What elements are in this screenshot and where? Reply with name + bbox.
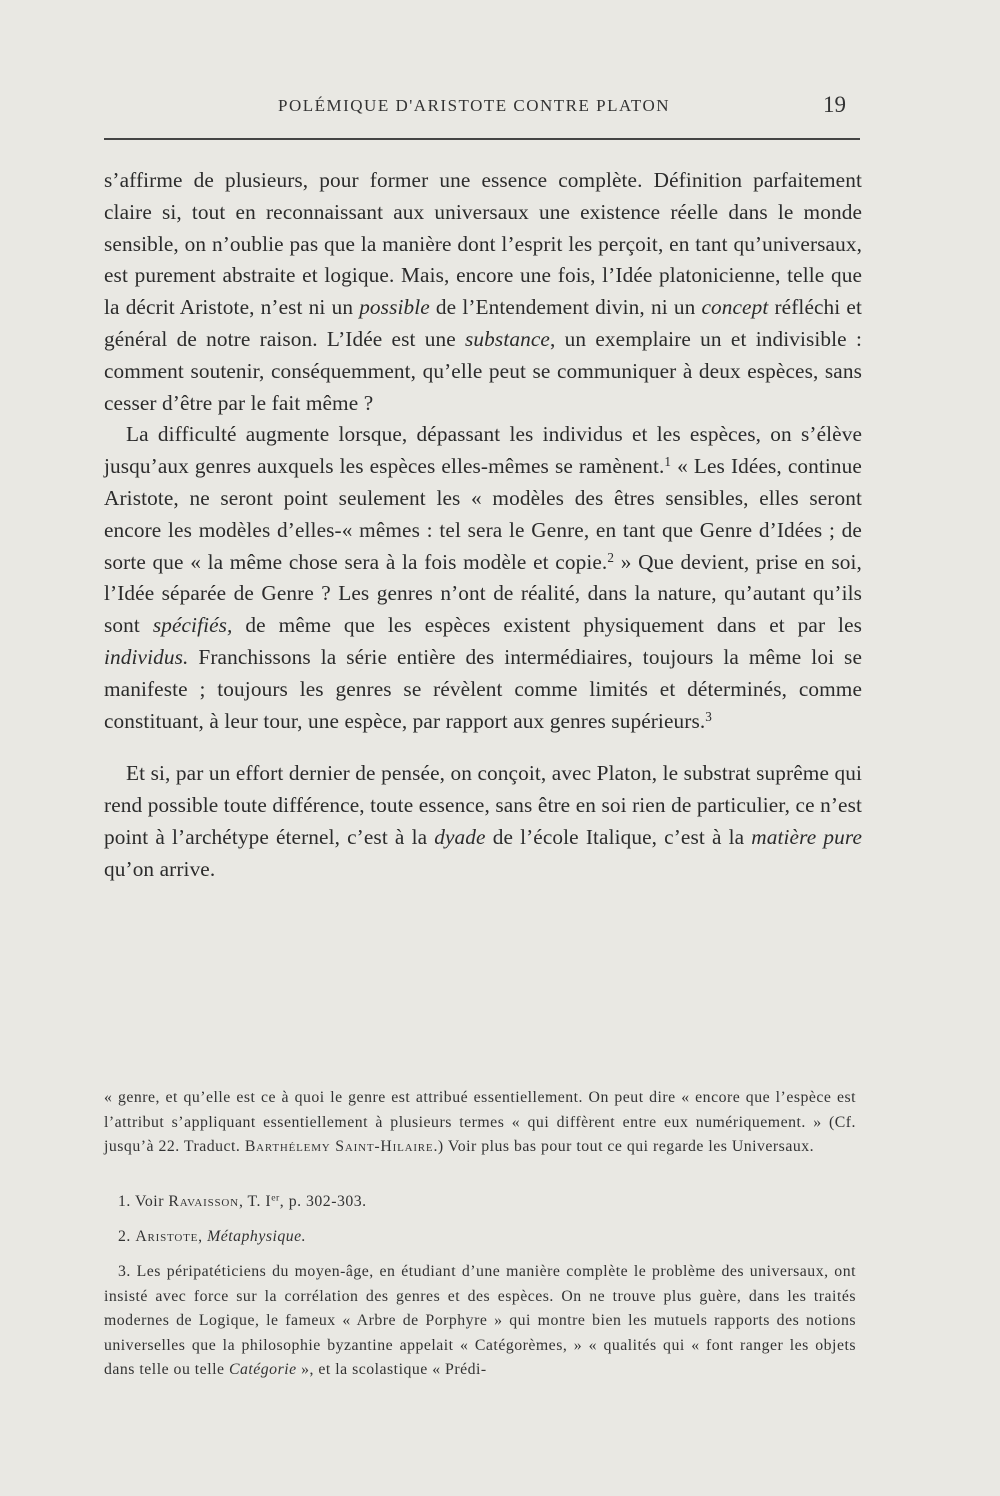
emphasis-matiere-pure: matière pure: [751, 824, 863, 849]
text-run: qu’on arrive.: [104, 856, 216, 881]
paragraph-1: [104, 165, 862, 419]
paragraph-2: [104, 419, 862, 737]
work-title: Métaphysique.: [207, 1228, 307, 1245]
page-number: 19: [823, 92, 846, 117]
text-run: », et la scolastique « Prédi-: [296, 1361, 487, 1379]
author-name: Aristote: [135, 1228, 199, 1245]
running-title: POLÉMIQUE D'ARISTOTE CONTRE PLATON: [278, 96, 671, 115]
footnote-number: 3.: [118, 1263, 131, 1280]
text-run: Voir: [135, 1193, 169, 1210]
paragraph-3: [104, 758, 862, 885]
footnote-ref-1: 1: [664, 453, 672, 469]
superscript: er: [271, 1192, 280, 1204]
text-run: La difficulté augmente lorsque, dépassant les individus et les espèces, on s’élève jusqu’aux genres auxquels les espèces elles-mêmes se ramènent.: [104, 422, 862, 479]
footnote-number: 1.: [118, 1193, 131, 1210]
running-head: [0, 92, 1000, 122]
text-run: Franchissons la série entière des intermédiaires, toujours la même loi se manifeste ; toujours les genres se révèlent comme limités et déterminés, comme constituant, à leur tour, une espèce, par rapport aux genres supérieurs.: [104, 644, 862, 733]
footnote-ref-3: 3: [705, 708, 712, 724]
text-run: , un exemplaire un et indivisible : comment soutenir, conséquemment, qu’elle peut se communiquer à deux espèces, sans cesser d’être par le fait même ?: [104, 326, 862, 415]
text-run: ,: [198, 1228, 208, 1245]
header-rule: [104, 138, 860, 140]
text-run: Les péripatéticiens du moyen-âge, en étudiant d’une manière complète le problème des universaux, ont insisté avec force sur la corrélation des genres et des espèces. On ne trouve plus guère, dans les traités modernes de Logique, le fameux « Arbre de Porphyre » qui montre bien les mutuels rapports des notions universelles que la philosophie byzantine appelait « Catégorèmes, » « qualités qui « font ranger les objets dans telle ou telle: [104, 1263, 856, 1379]
text-run: de même que les espèces existent physiquement dans et par les: [232, 613, 863, 638]
text-run: , T. I: [238, 1193, 272, 1210]
emphasis-substance: substance: [465, 326, 550, 351]
footnote-number: 2.: [118, 1228, 131, 1245]
footnote-2: [104, 1225, 856, 1250]
footnote-ref-2: 2: [607, 549, 615, 565]
emphasis-dyade: dyade: [434, 824, 486, 849]
emphasis-concept: concept: [701, 295, 769, 320]
text-run: « genre, et qu’elle est ce à quoi le genre est attribué essentiellement. On peut dire « encore que l’espèce est l’attribut s’appliquant essentiellement à plusieurs termes « qui diffèrent entre eux numériquement. » (Cf. jusqu’à 22. Traduct.: [104, 1089, 856, 1156]
text-run: réfléchi et général de notre raison. L’Idée est une: [104, 295, 863, 351]
text-run: s’affirme de plusieurs, pour former une essence complète. Définition parfaitement claire si, tout en reconnaissant aux universaux une existence réelle dans le monde sensible, on n’oublie pas que la manière dont l’esprit les perçoit, en tant qu’universaux, est purement abstraite et logique. Mais, encore une fois, l’Idée platonicienne, telle que la décrit Aristote, n’est ni un: [104, 168, 862, 320]
main-text: [104, 165, 862, 886]
text-run: .) Voir plus bas pour tout ce qui regarde les Universaux.: [433, 1138, 815, 1156]
text-run: de l’école Italique, c’est à la: [485, 824, 752, 849]
emphasis-possible: possible: [359, 295, 430, 320]
footnote-1: [104, 1190, 856, 1215]
emphasis-individus: individus.: [104, 644, 189, 669]
author-name: Barthélemy Saint-Hilaire: [244, 1138, 434, 1156]
author-name: Ravaisson: [168, 1193, 239, 1210]
text-run: » Que devient, prise en soi, l’Idée séparée de Genre ? Les genres n’ont de réalité, dans la nature, qu’autant qu’ils sont: [104, 549, 862, 638]
footnote-3: [104, 1260, 856, 1383]
text-run: , p. 302-303.: [279, 1193, 367, 1210]
emphasis-specifies: spécifiés,: [152, 613, 233, 638]
footnote-continuation: [104, 1086, 856, 1160]
text-run: Et si, par un effort dernier de pensée, on conçoit, avec Platon, le substrat suprême qui rend possible toute différence, toute essence, sans être en soi rien de particulier, ce n’est point à l’archétype éternel, c’est à la: [104, 761, 862, 849]
text-run: de l’Entendement divin, ni un: [429, 295, 702, 320]
text-run: « Les Idées, continue Aristote, ne seront point seulement les « modèles des êtres sensibles, elles seront encore les modèles d’elles-« mêmes : tel sera le Genre, en tant que Genre d’Idées ; de sorte que « la même chose sera à la fois modèle et copie.: [104, 454, 862, 574]
emphasis-categorie: Catégorie: [228, 1361, 297, 1379]
